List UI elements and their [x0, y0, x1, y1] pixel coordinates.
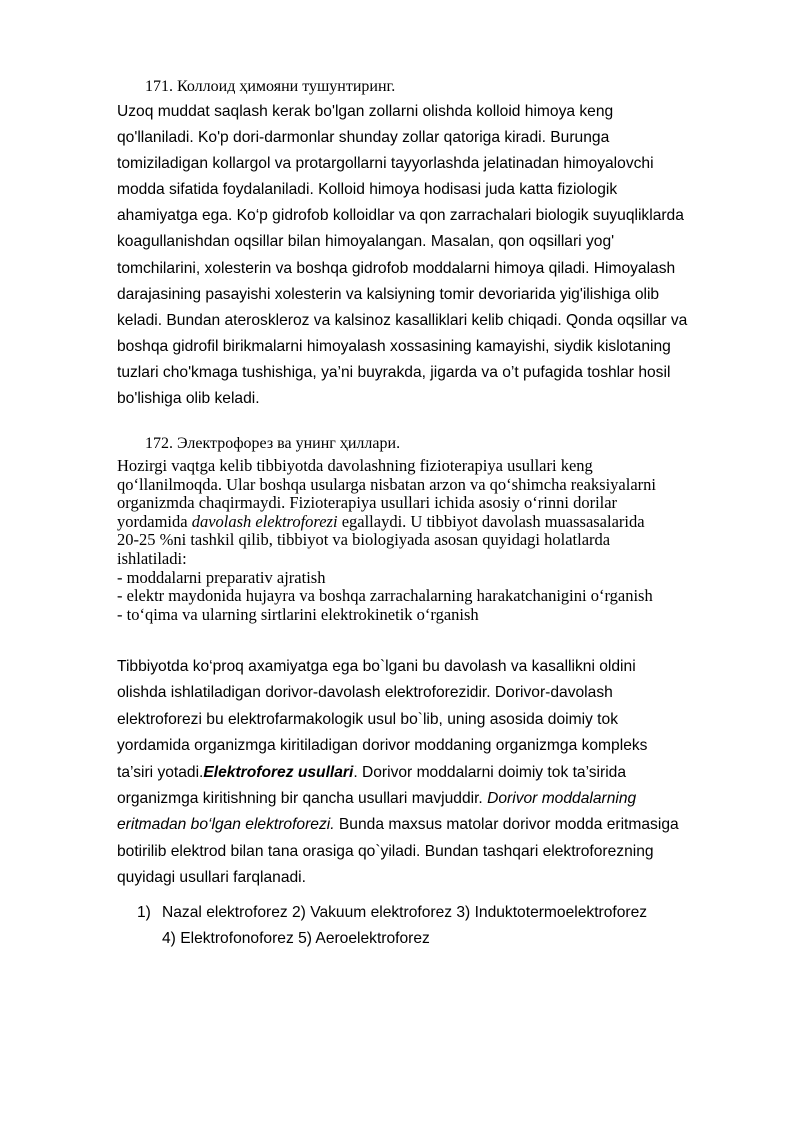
numbered-list: [137, 900, 777, 952]
paragraph-line: Tibbiyotda ko‘proq axamiyatga ega bo`lgani bu davolash va kasallikni oldini: [117, 658, 636, 675]
text-run: egallaydi. U tibbiyot davolash muassasalarida: [337, 511, 645, 531]
paragraph-line: koagullanishdan oqsillar bilan himoyalangan. Masalan, qon oqsillari yog': [117, 233, 615, 251]
list-item-text: Nazal elektroforez 2) Vakuum elektroforez 3) Induktotermoelektroforez: [162, 904, 648, 921]
section-heading-172: 172. Электрофорез ва унинг ҳиллари.: [145, 435, 401, 452]
list-marker: 1): [137, 904, 151, 921]
paragraph-line: boshqa gidrofil birikmalarni himoyalash xossasining kamayishi, siydik kislotaning: [117, 337, 671, 355]
paragraph-line: qo'llaniladi. Ko'p dori-darmonlar shunday zollar qatoriga kiradi. Burunga: [117, 129, 610, 147]
paragraph-line: botirilib elektrod bilan tana orasiga qo`yiladi. Bundan tashqari elektroforezning: [117, 842, 654, 860]
text-run: organizmga kiritishning bir qancha usullari mavjuddir.: [117, 789, 488, 807]
paragraph-line: modda sifatida foydalaniladi. Kolloid himoya hodisasi juda katta fiziologik: [117, 181, 618, 199]
paragraph-line: tomiziladigan kollargol va protargollarni tayyorlashda jelatinadan himoyalovchi: [117, 155, 654, 173]
bullet-line: - to‘qima va ularning sirtlarini elektrokinetik o‘rganish: [117, 604, 479, 624]
list-item: [137, 900, 777, 926]
paragraph-line: [117, 513, 757, 532]
section-heading-171: 171. Коллоид ҳимояни тушунтиринг.: [145, 78, 396, 95]
paragraph-line: [117, 760, 757, 786]
paragraph-line: ahamiyatga ega. Ko‘p gidrofob kolloidlar va qon zarrachalari biologik suyuqliklarda: [117, 207, 684, 225]
text-run: yordamida: [117, 511, 192, 531]
paragraph-line: tuzlari cho'kmaga tushishiga, ya’ni buyrakda, jigarda va o’t pufagida toshlar hosil: [117, 363, 671, 381]
paragraph-line: 20-25 %ni tashkil qilib, tibbiyot va biologiyada asosan quyidagi holatlarda: [117, 530, 611, 550]
section-172-intro: [117, 457, 757, 624]
paragraph-line: tomchilarini, xolesterin va boshqa gidrofob moddalarni himoya qiladi. Himoyalash: [117, 259, 676, 277]
list-item-continuation: 4) Elektrofonoforez 5) Aeroelektroforez: [162, 930, 430, 947]
text-run: Bunda maxsus matolar dorivor modda eritmasiga: [334, 816, 679, 834]
bullet-line: - elektr maydonida hujayra va boshqa zarrachalarning harakatchanigini o‘rganish: [117, 586, 653, 606]
emphasis-term: Elektroforez usullari: [203, 763, 354, 781]
paragraph-line: Hozirgi vaqtga kelib tibbiyotda davolashning fizioterapiya usullari keng: [117, 456, 593, 475]
paragraph-line: Uzoq muddat saqlash kerak bo'lgan zollarni olishda kolloid himoya keng: [117, 103, 614, 120]
paragraph-line: quyidagi usullari farqlanadi.: [117, 869, 306, 887]
paragraph-line: olishda ishlatiladigan dorivor-davolash elektroforezidir. Dorivor-davolash: [117, 684, 613, 702]
paragraph-line: qo‘llanilmoqda. Ular boshqa usularga nisbatan arzon va qo‘shimcha reaksiyalarni: [117, 474, 656, 494]
paragraph-line: darajasining pasayishi xolesterin va kalsiyning tomir devoriarida yig'ilishiga olib: [117, 285, 660, 303]
emphasis-term: Dorivor moddalarning: [487, 789, 637, 807]
emphasis-term: davolash elektroforezi: [191, 511, 338, 531]
paragraph-line: yordamida organizmga kiritiladigan dorivor moddaning organizmga kompleks: [117, 737, 648, 755]
text-run: . Dorivor moddalarni doimiy tok ta’sirida: [353, 763, 627, 781]
text-run: ta’siri yotadi.: [117, 763, 204, 781]
paragraph-line: bo'lishiga olib keladi.: [117, 390, 260, 408]
paragraph-line: [117, 786, 757, 812]
section-171-body: [117, 99, 757, 412]
section-172-body: [117, 654, 757, 892]
paragraph-line: elektroforezi bu elektrofarmakologik usul bo`lib, uning asosida doimiy tok: [117, 710, 618, 728]
bullet-line: - moddalarni preparativ ajratish: [117, 567, 326, 587]
paragraph-line: [117, 812, 757, 838]
emphasis-term: eritmadan bo‘lgan elektroforezi.: [117, 816, 335, 834]
paragraph-line: ishlatiladi:: [117, 548, 187, 568]
paragraph-line: keladi. Bundan ateroskleroz va kalsinoz kasalliklari kelib chiqadi. Qonda oqsillar va: [117, 311, 688, 329]
paragraph-line: organizmda chaqirmaydi. Fizioterapiya usullari ichida asosiy o‘rinni dorilar: [117, 493, 618, 513]
